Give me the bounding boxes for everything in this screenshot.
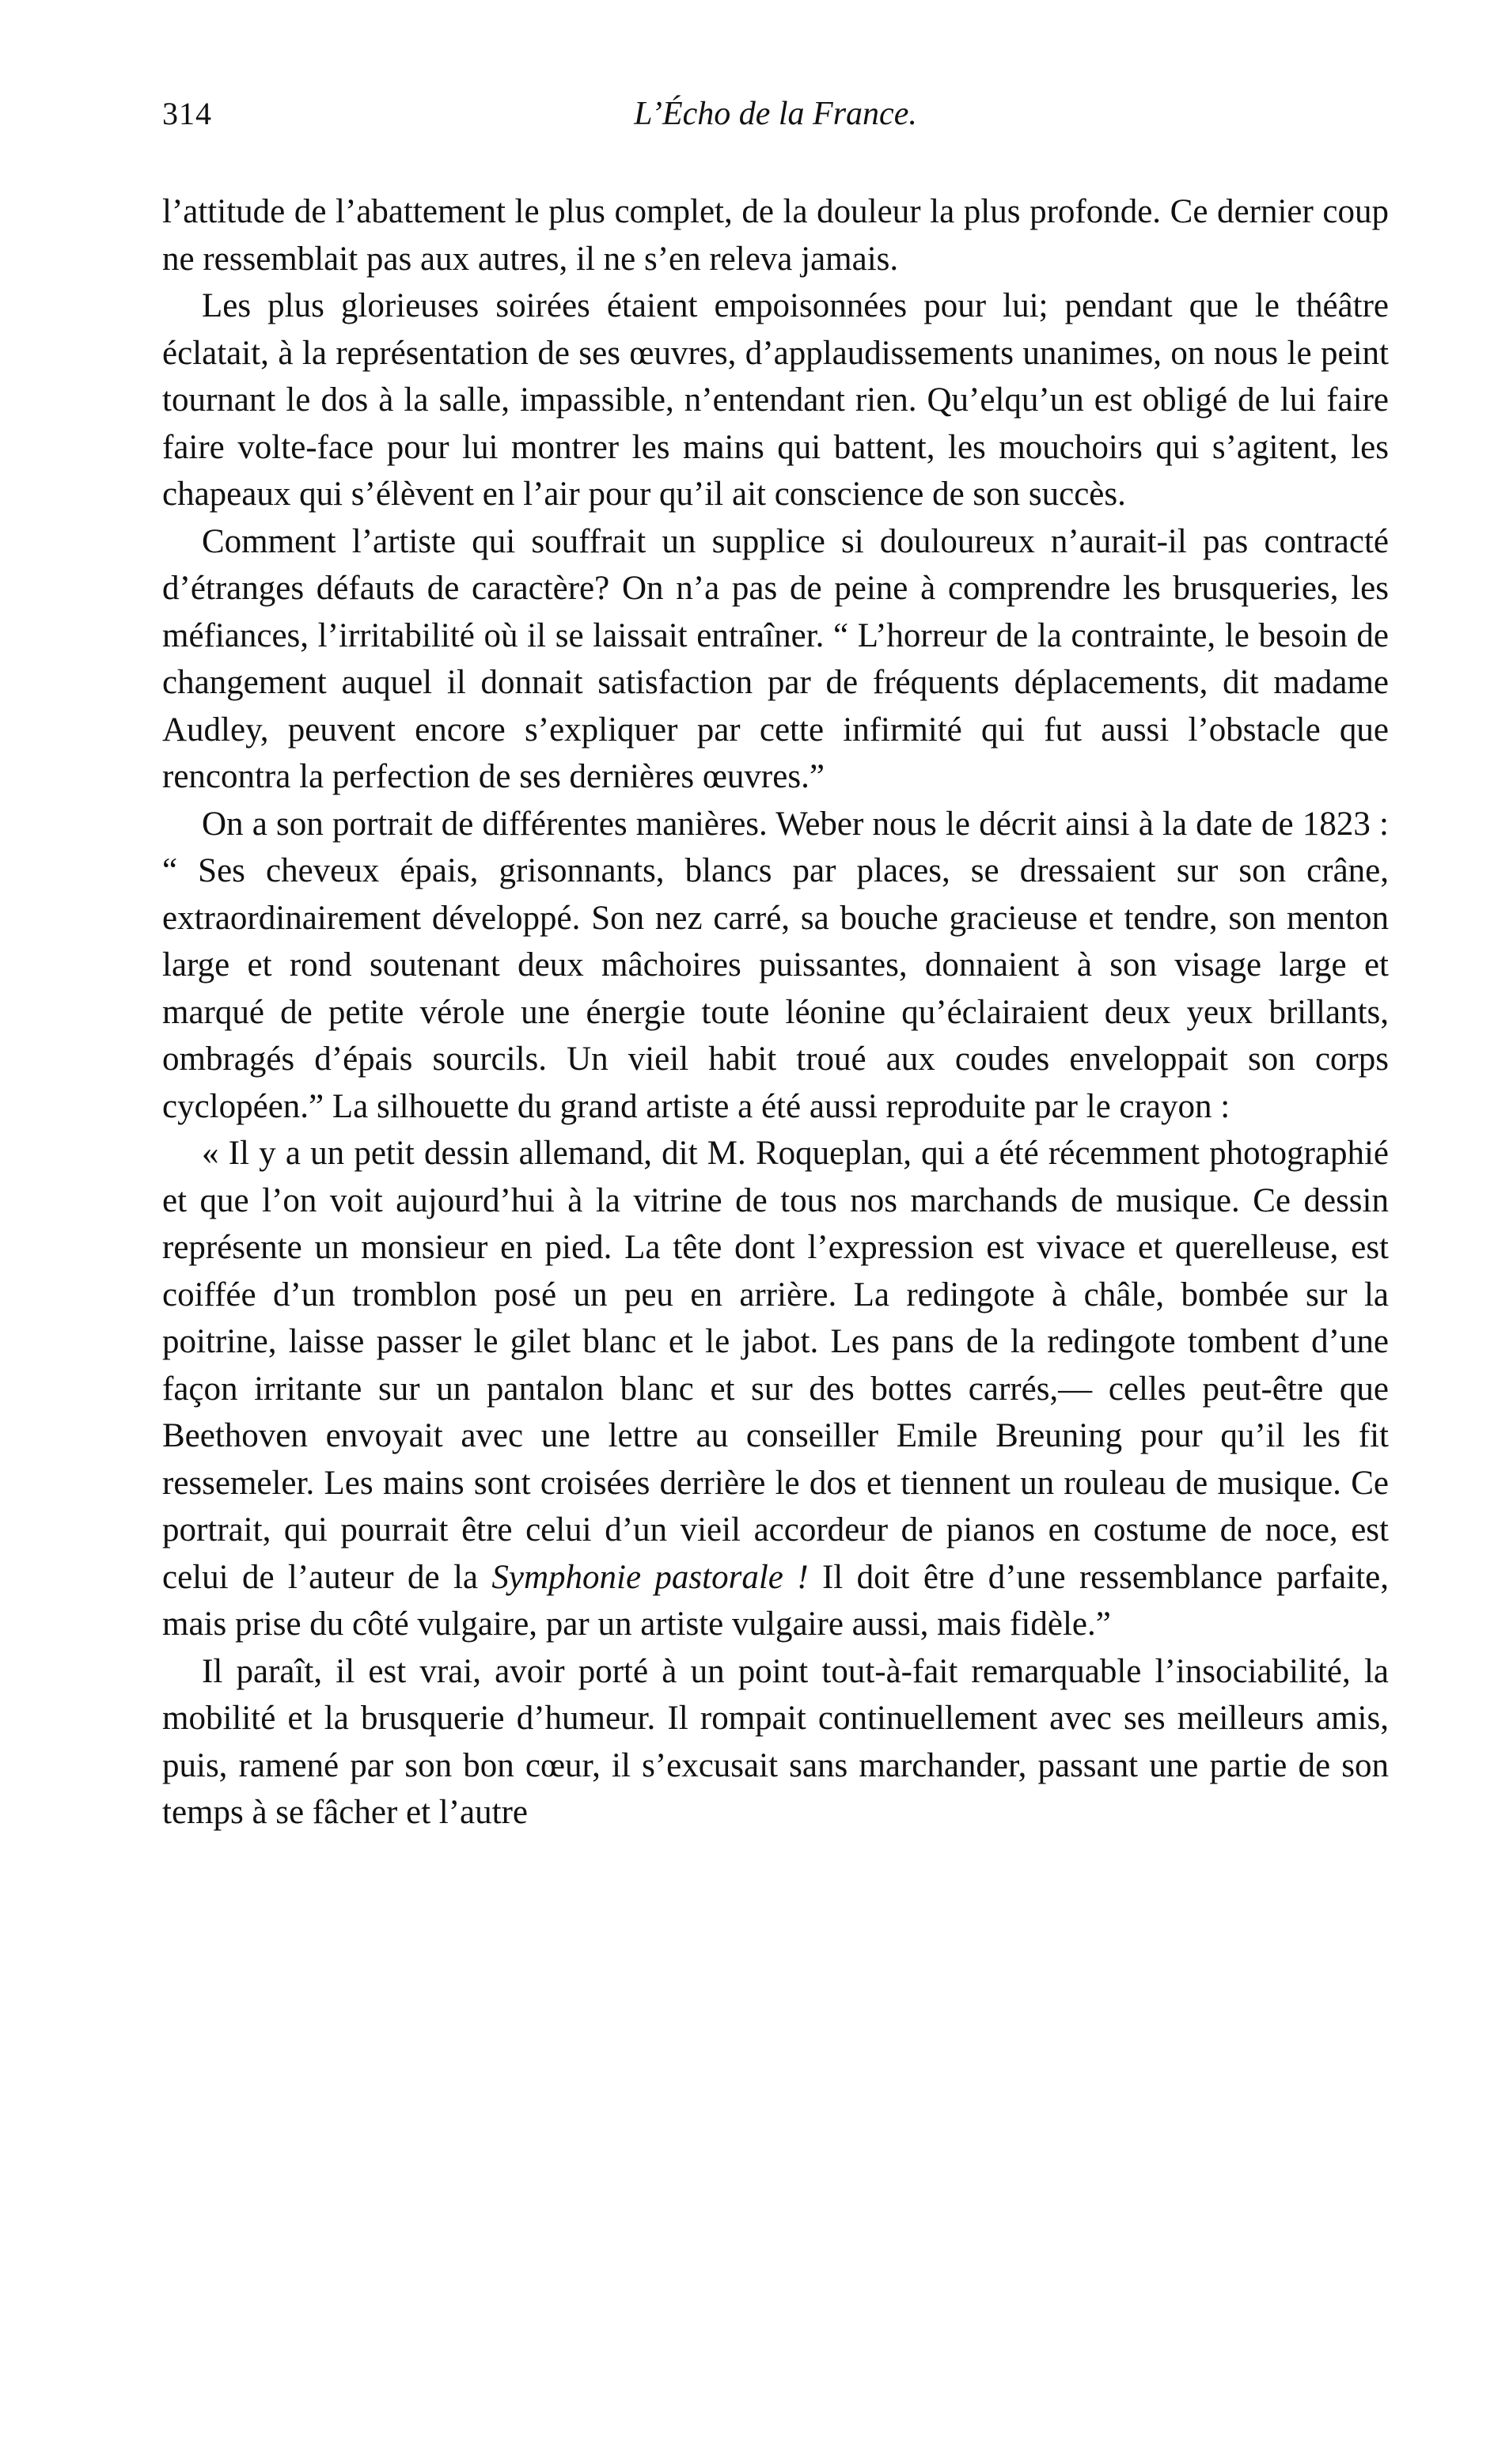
running-header bbox=[162, 95, 1389, 142]
paragraph-3: Comment l’artiste qui souffrait un supplice si douloureux n’aurait-il pas contracté d’étranges défauts de caractère? On n’a pas de peine à comprendre les brusqueries, les méfiances, l’irritabilité où il se laissait entraîner. “ L’horreur de la contrainte, le besoin de changement auquel il donnait satisfaction par de fréquents déplacements, dit madame Audley, peuvent encore s’expliquer par cette infirmité qui fut aussi l’obstacle que rencontra la perfection de ses dernières œuvres.” bbox=[162, 522, 1389, 795]
quote-text-before: « Il y a un petit dessin allemand, dit M. Roqueplan, qui a été récemment photographié et que l’on voit aujourd’hui à la vitrine de tous nos marchands de musique. Ce dessin représente un monsieur en pied. La tête dont l’expression est vivace et querelleuse, est coiffée d’un tromblon posé un peu en arrière. La redingote à châle, bombée sur la poitrine, laisse passer le gilet blanc et le jabot. Les pans de la redingote tombent d’une façon irritante sur un pantalon blanc et sur des bottes carrés,— celles peut-être que Beethoven envoyait avec une lettre au conseiller Emile Breuning pour qu’il les fit ressemeler. Les mains sont croisées derrière le dos et tiennent un rouleau de musique. Ce portrait, qui pourrait être celui d’un vieil accordeur de pianos en costume de noce, est celui de l’auteur de la bbox=[162, 1135, 1389, 1596]
paragraph-1: l’attitude de l’abattement le plus complet, de la douleur la plus profonde. Ce dernier coup ne ressemblait pas aux autres, il ne s’en releva jamais. bbox=[162, 193, 1389, 278]
paragraph-6: Il paraît, il est vrai, avoir porté à un point tout-à-fait remarquable l’insociabilité, la mobilité et la brusquerie d’humeur. Il rompait continuellement avec ses meilleurs amis, puis, ramené par son bon cœur, il s’excusait sans marchander, passant une partie de son temps à se fâcher et l’autre bbox=[162, 1652, 1389, 1831]
paragraph-2: Les plus glorieuses soirées étaient empoisonnées pour lui; pendant que le théâtre éclatait, à la représentation de ses œuvres, d’applaudissements unanimes, on nous le peint tournant le dos à la salle, impassible, n’entendant rien. Qu’elqu’un est obligé de lui faire faire volte-face pour lui montrer les mains qui battent, les mouchoirs qui s’agitent, les chapeaux qui s’élèvent en l’air pour qu’il ait conscience de son succès. bbox=[162, 287, 1389, 513]
body-text bbox=[162, 188, 1389, 1837]
page-number: 314 bbox=[162, 96, 212, 131]
quote-italic-title: Symphonie pastorale ! bbox=[491, 1558, 809, 1596]
book-page bbox=[162, 95, 1389, 1837]
quote-text-after: Il doit être d’une ressemblance parfaite, mais prise du côté vulgaire, par un artiste vulgaire aussi, mais fidèle.” bbox=[162, 1558, 1389, 1643]
journal-title: L’Écho de la France. bbox=[634, 96, 917, 132]
paragraph-4: On a son portrait de différentes manières. Weber nous le décrit ainsi à la date de 1823 : “ Ses cheveux épais, grisonnants, blancs par places, se dressaient sur son crâne, extraordinairement développé. Son nez carré, sa bouche gracieuse et tendre, son menton large et rond soutenant deux mâchoires puissantes, donnaient à son visage large et marqué de petite vérole une énergie toute léonine qu’éclairaient deux yeux brillants, ombragés d’épais sourcils. Un vieil habit troué aux coudes enveloppait son corps cyclopéen.” La silhouette du grand artiste a été aussi reproduite par le crayon : bbox=[162, 805, 1389, 1125]
paragraph-5-quote bbox=[162, 1130, 1389, 1648]
